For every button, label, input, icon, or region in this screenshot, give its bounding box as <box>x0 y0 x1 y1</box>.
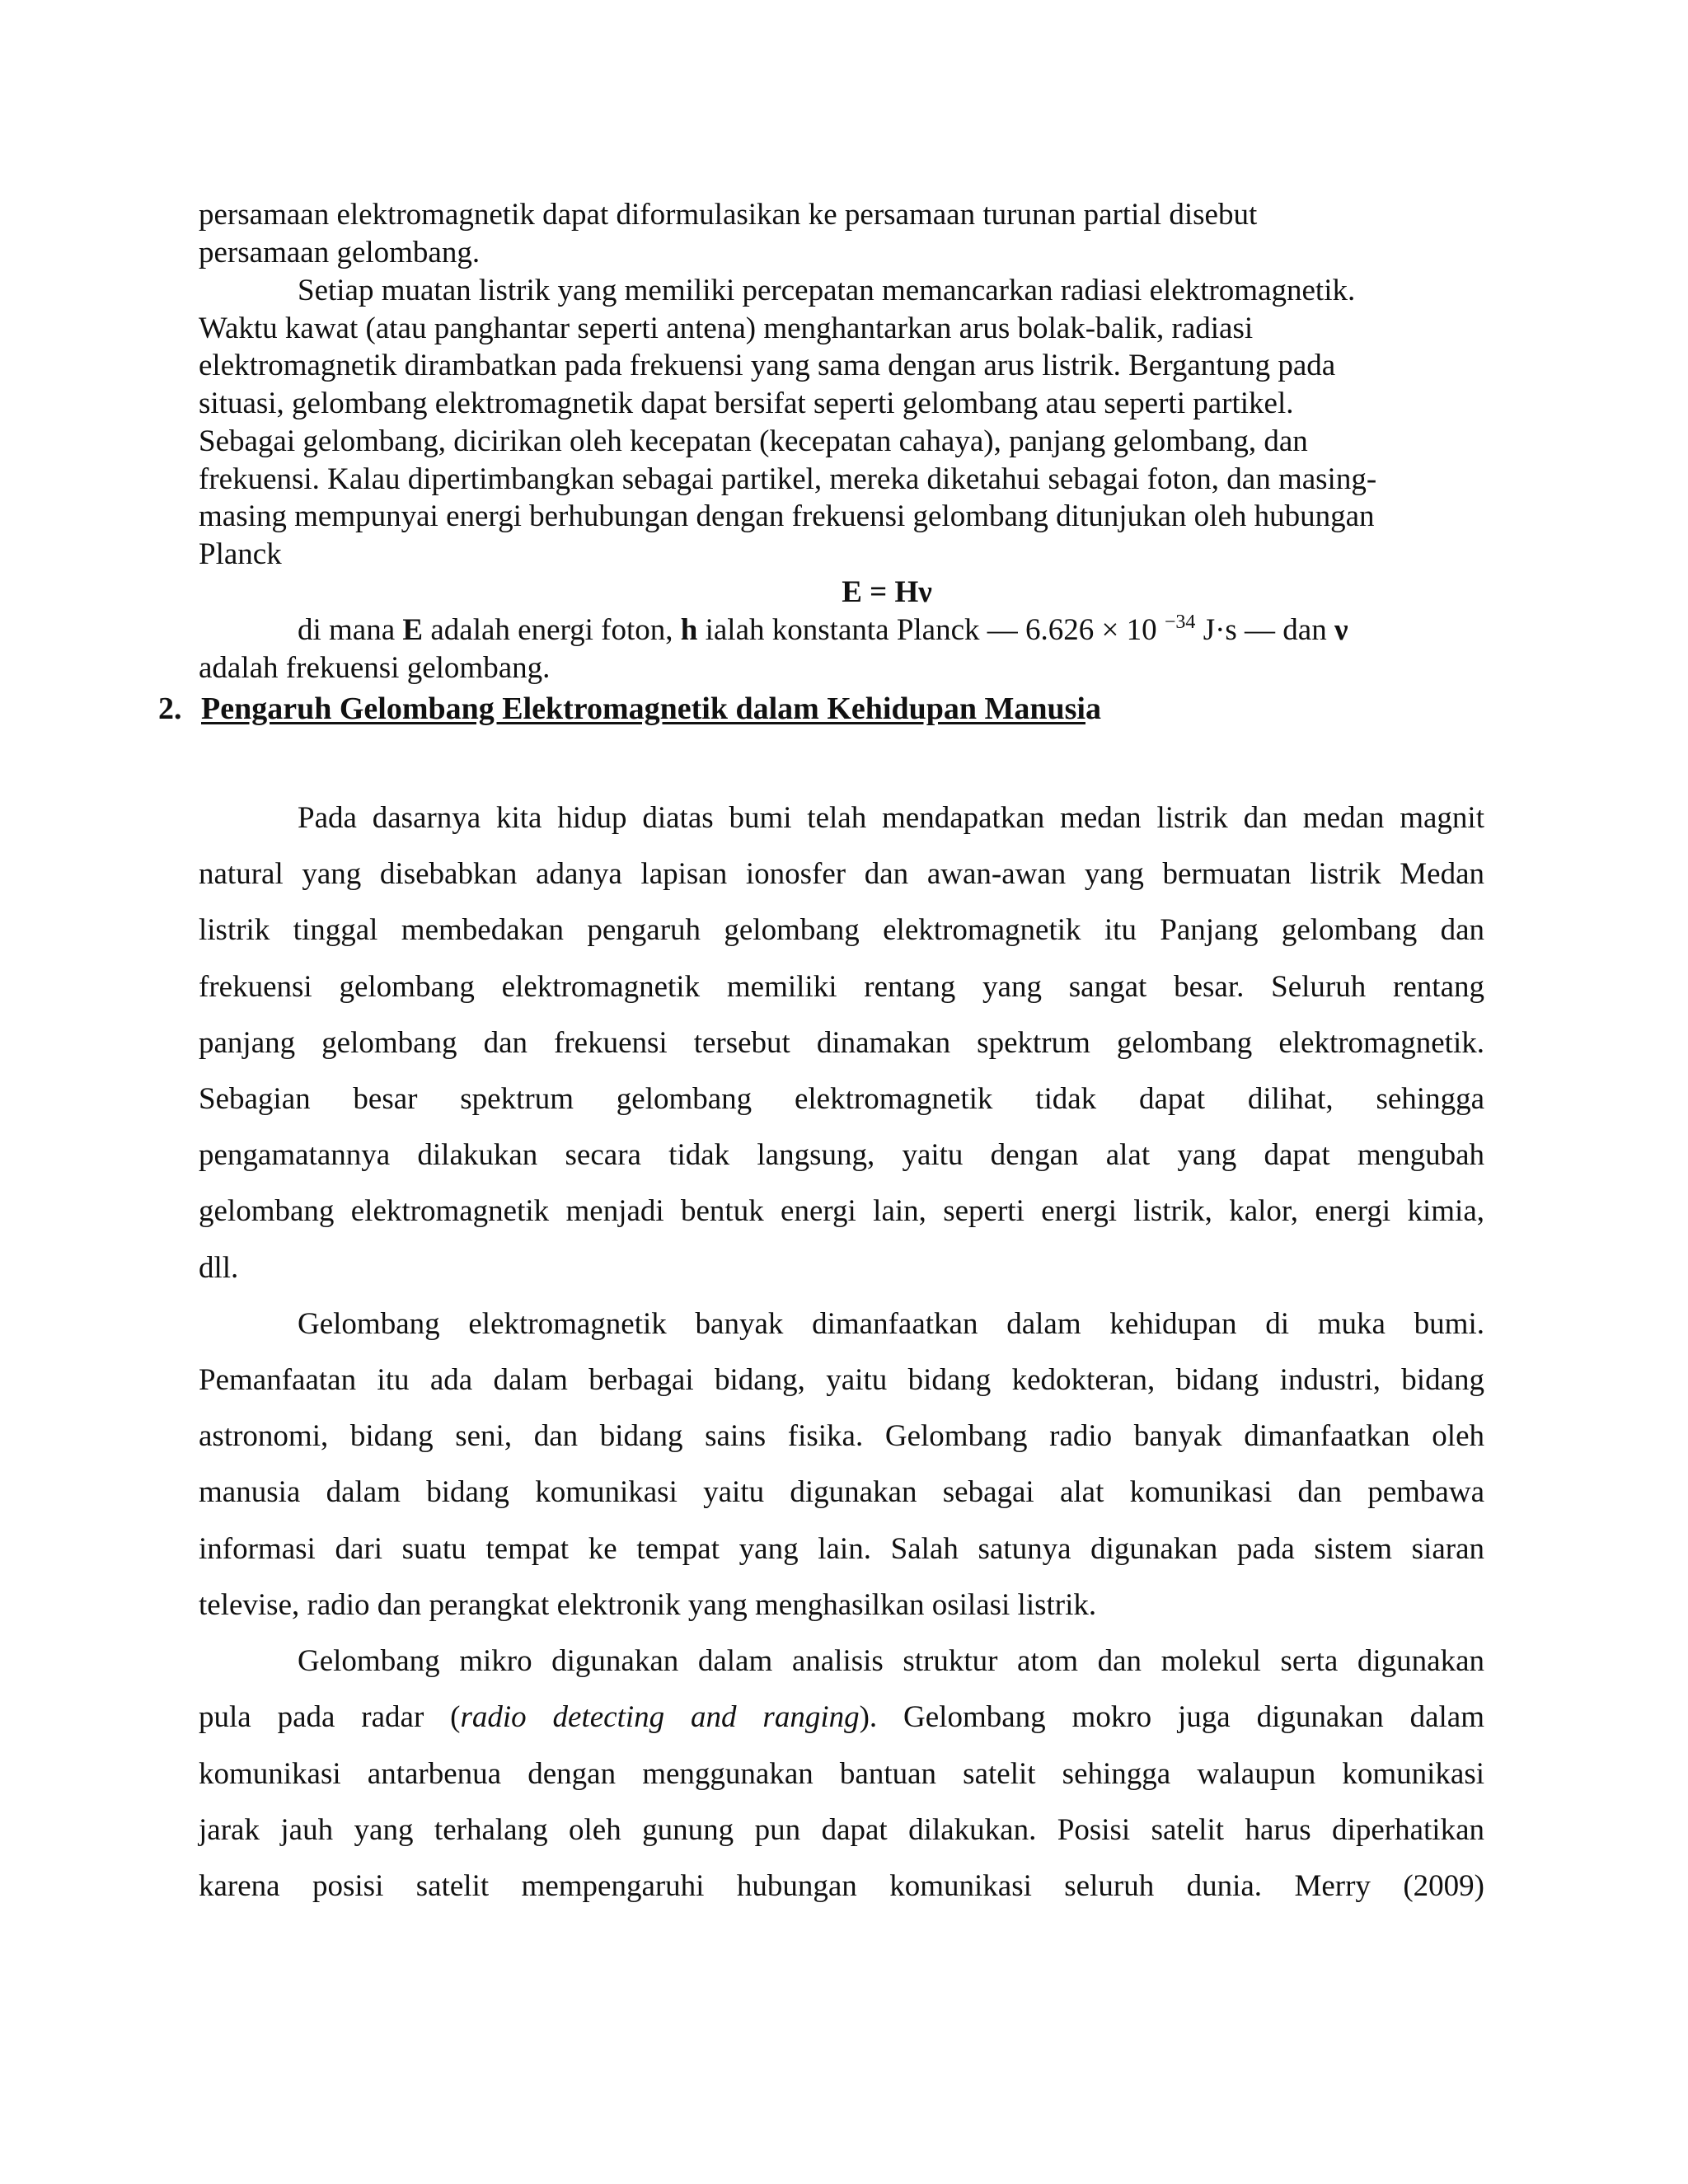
text-line: karena posisi satelit mempengaruhi hubungan komunikasi seluruh dunia. Merry (2009) <box>199 1869 1484 1903</box>
text-line: Planck <box>199 537 282 571</box>
text-line: listrik tinggal membedakan pengaruh gelombang elektromagnetik itu Panjang gelombang dan <box>199 913 1484 947</box>
text-line: jarak jauh yang terhalang oleh gunung pun dapat dilakukan. Posisi satelit harus diperhatikan <box>199 1813 1484 1847</box>
text-line: Pemanfaatan itu ada dalam berbagai bidang, yaitu bidang kedokteran, bidang industri, bidang <box>199 1363 1484 1397</box>
section-title: Pengaruh Gelombang Elektromagnetik dalam Kehidupan Manusi <box>201 691 1085 726</box>
text-line: dll. <box>199 1251 239 1285</box>
text-line: frekuensi. Kalau dipertimbangkan sebagai partikel, mereka diketahui sebagai foton, dan masing- <box>199 462 1377 496</box>
section-number: 2. <box>158 691 182 726</box>
equation-explanation: di mana E adalah energi foton, h ialah konstanta Planck — 6.626 × 10 $^{-34}$ J·s — dan ν <box>298 612 1348 647</box>
text-line: adalah frekuensi gelombang. <box>199 651 551 685</box>
section-title-tail: a <box>1085 691 1101 726</box>
text-line: Sebagai gelombang, dicirikan oleh kecepatan (kecepatan cahaya), panjang gelombang, dan <box>199 424 1308 458</box>
text-line: televise, radio dan perangkat elektronik yang menghasilkan osilasi listrik. <box>199 1588 1097 1622</box>
text-line: gelombang elektromagnetik menjadi bentuk energi lain, seperti energi listrik, kalor, energi kimia, <box>199 1194 1484 1228</box>
text-line: Gelombang mikro digunakan dalam analisis struktur atom dan molekul serta digunakan <box>298 1644 1484 1678</box>
text-line: masing mempunyai energi berhubungan dengan frekuensi gelombang ditunjukan oleh hubungan <box>199 499 1375 533</box>
planck-equation: E = Hν <box>842 575 932 609</box>
text-line: Sebagian besar spektrum gelombang elektromagnetik tidak dapat dilihat, sehingga <box>199 1082 1484 1116</box>
text-line-radar: pula pada radar (radio detecting and ranging). Gelombang mokro juga digunakan dalam <box>199 1700 1485 1734</box>
text-line: Waktu kawat (atau panghantar seperti antena) menghantarkan arus bolak-balik, radiasi <box>199 312 1254 345</box>
text-line: komunikasi antarbenua dengan menggunakan bantuan satelit sehingga walaupun komunikasi <box>199 1757 1484 1791</box>
text-line: Pada dasarnya kita hidup diatas bumi telah mendapatkan medan listrik dan medan magnit <box>298 801 1484 835</box>
text-line: Gelombang elektromagnetik banyak dimanfaatkan dalam kehidupan di muka bumi. <box>298 1307 1484 1341</box>
text-line: situasi, gelombang elektromagnetik dapat bersifat seperti gelombang atau seperti partikel. <box>199 387 1294 420</box>
text-line: informasi dari suatu tempat ke tempat yang lain. Salah satunya digunakan pada sistem siaran <box>199 1532 1484 1566</box>
text-line: astronomi, bidang seni, dan bidang sains fisika. Gelombang radio banyak dimanfaatkan oleh <box>199 1419 1484 1453</box>
text-line: persamaan gelombang. <box>199 236 481 269</box>
text-line: persamaan elektromagnetik dapat diformulasikan ke persamaan turunan partial disebut <box>199 198 1258 232</box>
text-line: Setiap muatan listrik yang memiliki percepatan memancarkan radiasi elektromagnetik. <box>298 274 1356 307</box>
text-line: frekuensi gelombang elektromagnetik memiliki rentang yang sangat besar. Seluruh rentang <box>199 970 1484 1004</box>
text-line: natural yang disebabkan adanya lapisan ionosfer dan awan-awan yang bermuatan listrik Medan <box>199 857 1484 891</box>
text-line: manusia dalam bidang komunikasi yaitu digunakan sebagai alat komunikasi dan pembawa <box>199 1475 1484 1509</box>
section-heading <box>158 689 1101 729</box>
text-line: pengamatannya dilakukan secara tidak langsung, yaitu dengan alat yang dapat mengubah <box>199 1138 1484 1172</box>
text-line: elektromagnetik dirambatkan pada frekuensi yang sama dengan arus listrik. Bergantung pada <box>199 349 1336 382</box>
text-line: panjang gelombang dan frekuensi tersebut dinamakan spektrum gelombang elektromagnetik. <box>199 1026 1484 1060</box>
